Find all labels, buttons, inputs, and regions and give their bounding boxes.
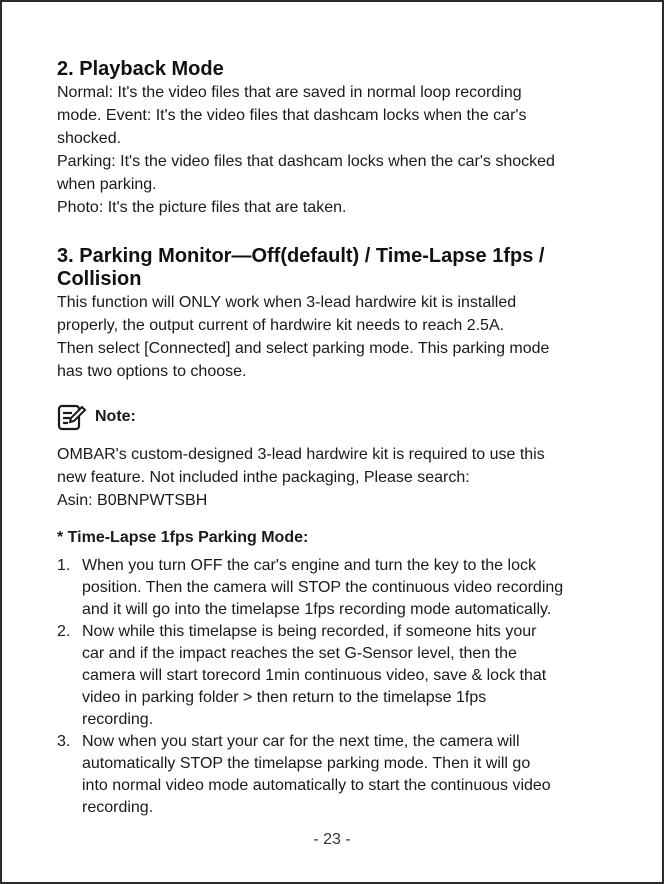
list-item-line: video in parking folder > then return to the timelapse 1fps [82,689,487,706]
list-item-number: 2. [57,623,71,640]
note-header [57,403,614,431]
list-item [57,555,614,621]
playback-line: Parking: It's the video files that dashcam locks when the car's shocked [57,153,555,170]
list-item-line: When you turn OFF the car's engine and turn the key to the lock [82,557,536,574]
list-item-line: Now when you start your car for the next time, the camera will [82,733,520,750]
timelapse-heading: * Time-Lapse 1fps Parking Mode: [57,529,309,546]
playback-line: Photo: It's the picture files that are taken. [57,199,347,216]
list-item-line: position. Then the camera will STOP the continuous video recording [82,579,564,596]
list-item [57,621,614,731]
list-item-text [82,731,614,819]
page-number: - 23 - [313,831,351,848]
note-line: Asin: B0BNPWTSBH [57,492,208,509]
list-item-line: recording. [82,711,154,728]
list-item-line: Now while this timelapse is being recorded, if someone hits your [82,623,537,640]
list-item-line: recording. [82,799,154,816]
list-item-line: into normal video mode automatically to start the continuous video [82,777,551,794]
parking-monitor-heading-continued: Collision [57,268,142,290]
playback-line: shocked. [57,130,122,147]
playback-line: mode. Event: It's the video files that dashcam locks when the car's [57,107,527,124]
parking-monitor-heading: 3. Parking Monitor—Off(default) / Time-Lapse 1fps / [57,245,545,267]
playback-line: Normal: It's the video files that are saved in normal loop recording [57,84,522,101]
parking-line: This function will ONLY work when 3-lead hardwire kit is installed [57,294,517,311]
note-line: OMBAR's custom-designed 3-lead hardwire kit is required to use this [57,446,545,463]
note-label: Note: [95,408,136,425]
timelapse-steps-list [57,555,614,819]
playback-line: when parking. [57,176,157,193]
list-item-number: 1. [57,557,71,574]
page-content [57,58,614,819]
list-item-text [82,555,614,621]
note-line: new feature. Not included inthe packaging, Please search: [57,469,470,486]
list-item [57,731,614,819]
list-item-line: automatically STOP the timelapse parking mode. Then it will go [82,755,531,772]
list-item-line: and it will go into the timelapse 1fps recording mode automatically. [82,601,552,618]
section-spacer [57,219,614,245]
list-item-number: 3. [57,733,71,750]
playback-mode-heading: 2. Playback Mode [57,58,224,80]
list-item-line: car and if the impact reaches the set G-Sensor level, then the [82,645,517,662]
list-item-line: camera will start torecord 1min continuous video, save & lock that [82,667,547,684]
parking-line: Then select [Connected] and select parking mode. This parking mode [57,340,550,357]
list-item-text [82,621,614,731]
parking-line: properly, the output current of hardwire kit needs to reach 2.5A. [57,317,505,334]
note-edit-icon [57,403,87,431]
parking-line: has two options to choose. [57,363,247,380]
